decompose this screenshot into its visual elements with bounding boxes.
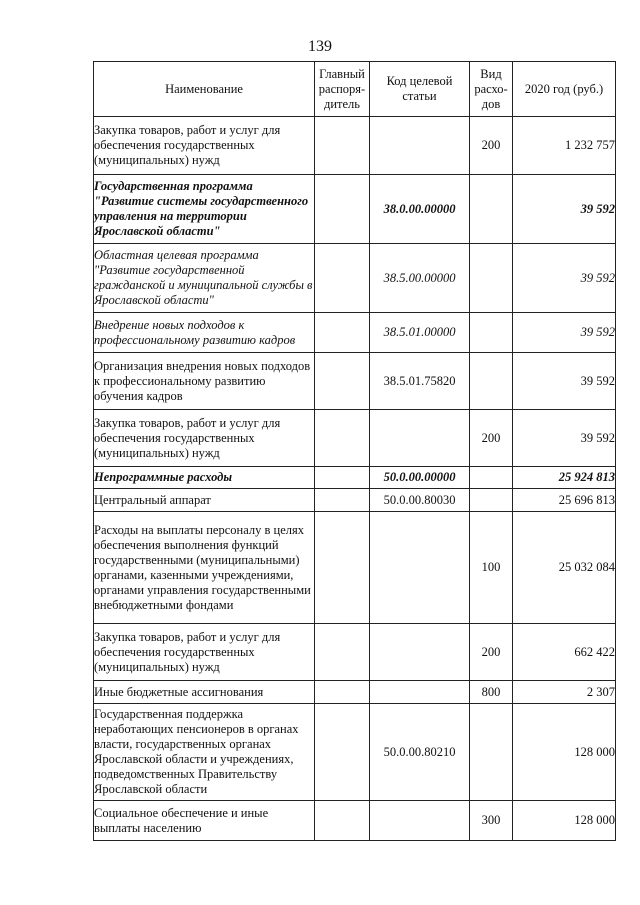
row-manager <box>315 681 370 704</box>
row-type <box>470 704 513 801</box>
row-code: 38.0.00.00000 <box>370 175 470 244</box>
row-amount: 39 592 <box>513 353 616 410</box>
row-manager <box>315 624 370 681</box>
row-code <box>370 801 470 841</box>
row-type <box>470 489 513 512</box>
row-amount: 39 592 <box>513 175 616 244</box>
row-manager <box>315 801 370 841</box>
row-code <box>370 681 470 704</box>
row-code: 38.5.00.00000 <box>370 244 470 313</box>
row-amount: 1 232 757 <box>513 117 616 175</box>
row-type <box>470 244 513 313</box>
row-amount: 128 000 <box>513 704 616 801</box>
row-code: 50.0.00.80210 <box>370 704 470 801</box>
row-type: 300 <box>470 801 513 841</box>
row-code: 38.5.01.00000 <box>370 313 470 353</box>
row-type: 200 <box>470 410 513 467</box>
row-name: Организация внедрения новых подходов к профессиональному развитию обучения кадров <box>94 353 315 410</box>
row-amount: 25 032 084 <box>513 512 616 624</box>
row-code: 50.0.00.80030 <box>370 489 470 512</box>
row-code <box>370 410 470 467</box>
budget-table <box>93 61 616 841</box>
row-amount: 25 696 813 <box>513 489 616 512</box>
row-amount: 662 422 <box>513 624 616 681</box>
row-name: Непрограммные расходы <box>94 467 315 489</box>
page-number: 139 <box>308 38 332 55</box>
row-manager <box>315 704 370 801</box>
table-header <box>94 62 616 117</box>
row-type: 200 <box>470 117 513 175</box>
row-type: 100 <box>470 512 513 624</box>
row-amount: 25 924 813 <box>513 467 616 489</box>
row-manager <box>315 489 370 512</box>
row-type <box>470 353 513 410</box>
row-manager <box>315 117 370 175</box>
row-manager <box>315 512 370 624</box>
row-name: Государственная программа "Развитие системы государственного управления на территории Ярославской области" <box>94 175 315 244</box>
row-type <box>470 467 513 489</box>
row-manager <box>315 410 370 467</box>
row-amount: 128 000 <box>513 801 616 841</box>
row-manager <box>315 244 370 313</box>
row-name: Областная целевая программа "Развитие государственной гражданской и муниципальной службы в Ярославской области" <box>94 244 315 313</box>
row-amount: 39 592 <box>513 410 616 467</box>
row-name: Закупка товаров, работ и услуг для обеспечения государственных (муниципальных) нужд <box>94 410 315 467</box>
row-code <box>370 117 470 175</box>
row-code: 50.0.00.00000 <box>370 467 470 489</box>
row-type: 800 <box>470 681 513 704</box>
row-manager <box>315 175 370 244</box>
row-amount: 39 592 <box>513 313 616 353</box>
row-name: Закупка товаров, работ и услуг для обеспечения государственных (муниципальных) нужд <box>94 117 315 175</box>
row-name: Государственная поддержка неработающих пенсионеров в органах власти, государственных органах Ярославской области и учреждениях, подведомственных Правительству Ярославской области <box>94 704 315 801</box>
row-name: Закупка товаров, работ и услуг для обеспечения государственных (муниципальных) нужд <box>94 624 315 681</box>
row-amount: 2 307 <box>513 681 616 704</box>
row-name: Внедрение новых подходов к профессиональному развитию кадров <box>94 313 315 353</box>
row-type: 200 <box>470 624 513 681</box>
row-type <box>470 313 513 353</box>
row-name: Расходы на выплаты персоналу в целях обеспечения выполнения функций государственными (муниципальными) органами, казенными учреждениями, органами управления государственными внебюджетными фондами <box>94 512 315 624</box>
row-name: Социальное обеспечение и иные выплаты населению <box>94 801 315 841</box>
row-manager <box>315 467 370 489</box>
row-amount: 39 592 <box>513 244 616 313</box>
header-type: Вид расхо-дов <box>470 62 513 117</box>
row-code <box>370 624 470 681</box>
row-code: 38.5.01.75820 <box>370 353 470 410</box>
row-manager <box>315 353 370 410</box>
row-manager <box>315 313 370 353</box>
header-amount: 2020 год (руб.) <box>513 62 616 117</box>
row-code <box>370 512 470 624</box>
row-type <box>470 175 513 244</box>
table-body <box>94 117 616 841</box>
row-name: Центральный аппарат <box>94 489 315 512</box>
row-name: Иные бюджетные ассигнования <box>94 681 315 704</box>
header-code: Код целевой статьи <box>370 62 470 117</box>
header-name: Наименование <box>94 62 315 117</box>
header-manager: Главный распоря-дитель <box>315 62 370 117</box>
